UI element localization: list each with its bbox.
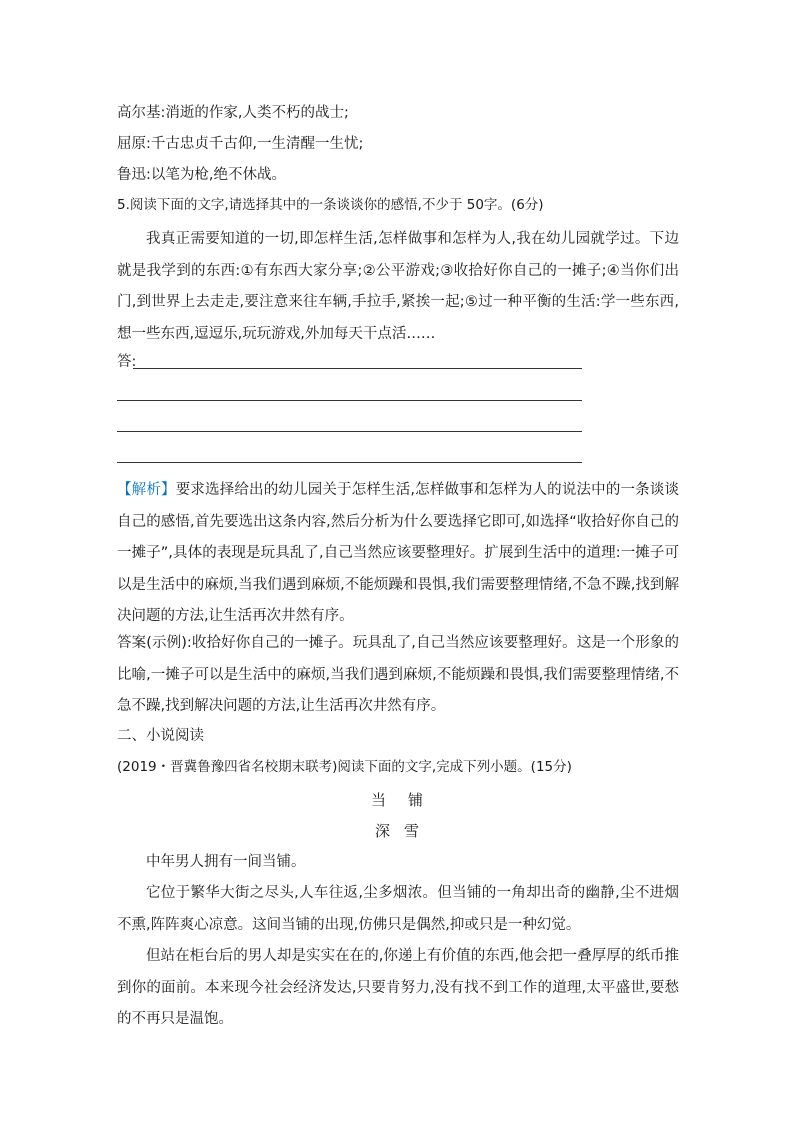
answer-line-1[interactable]	[133, 368, 582, 369]
question-5-passage: 我真正需要知道的一切,即怎样生活,怎样做事和怎样为人,我在幼儿园就学过。下边就是我学到的东西:①有东西大家分享;②公平游戏;③收拾好你自己的一摊子;④当你们出门,到世界上去走走,要注意来往车辆,手拉手,紧挨一起;⑤过一种平衡的生活:学一些东西,想一些东西,逗逗乐,玩玩游戏,外加每天干点活……	[117, 231, 679, 342]
question-5-prompt: 5.阅读下面的文字,请选择其中的一条谈谈你的感悟,不少于 50字。(6分)	[117, 197, 544, 213]
answer-line-2[interactable]	[117, 400, 582, 401]
analysis-tag: 【解析】	[117, 482, 176, 498]
analysis-block	[117, 475, 679, 633]
section-2-heading: 二、小说阅读	[117, 728, 204, 744]
answer-line-3[interactable]	[117, 431, 582, 432]
quote-quyuan: 屈原:千古忠贞千古仰,一生清醒一生忧;	[117, 136, 364, 152]
quote-gorky: 高尔基:消逝的作家,人类不朽的战士;	[117, 105, 349, 121]
story-title: 当铺	[370, 791, 445, 809]
story-paragraph: 它位于繁华大街之尽头,人车往返,尘多烟浓。但当铺的一角却出奇的幽静,尘不进烟不熏,阵阵爽心凉意。这间当铺的出现,仿佛只是偶然,抑或只是一种幻觉。	[117, 885, 679, 933]
analysis-text: 要求选择给出的幼儿园关于怎样生活,怎样做事和怎样为人的说法中的一条谈谈自己的感悟,首先要选出这条内容,然后分析为什么要选择它即可,如选择“收拾好你自己的一摊子”,具体的表现是玩具乱了,自己当然应该要整理好。扩展到生活中的道理:一摊子可以是生活中的麻烦,当我们遇到麻烦,不能烦躁和畏惧,我们需要整理情绪,不急不躁,找到解决问题的方法,让生活再次井然有序。	[117, 482, 680, 624]
section-2-source: (2019・晋冀鲁豫四省名校期末联考)阅读下面的文字,完成下列小题。(15分)	[117, 759, 572, 775]
story-paragraph: 中年男人拥有一间当铺。	[146, 854, 306, 870]
sample-answer: 答案(示例):收拾好你自己的一摊子。玩具乱了,自己当然应该要整理好。这是一个形象的比喻,一摊子可以是生活中的麻烦,当我们遇到麻烦,不能烦躁和畏惧,我们需要整理情绪,不急不躁,找到解决问题的方法,让生活再次井然有序。	[117, 635, 679, 714]
story-author: 深雪	[374, 822, 433, 840]
answer-line-4[interactable]	[117, 462, 582, 463]
quote-luxun: 鲁迅:以笔为枪,绝不休战。	[117, 167, 286, 183]
answer-label: 答:	[117, 354, 137, 370]
story-paragraph: 但站在柜台后的男人却是实实在在的,你递上有价值的东西,他会把一叠厚厚的纸币推到你的面前。本来现今社会经济发达,只要肯努力,没有找不到工作的道理,太平盛世,要愁的不再只是温饱。	[117, 948, 679, 1027]
